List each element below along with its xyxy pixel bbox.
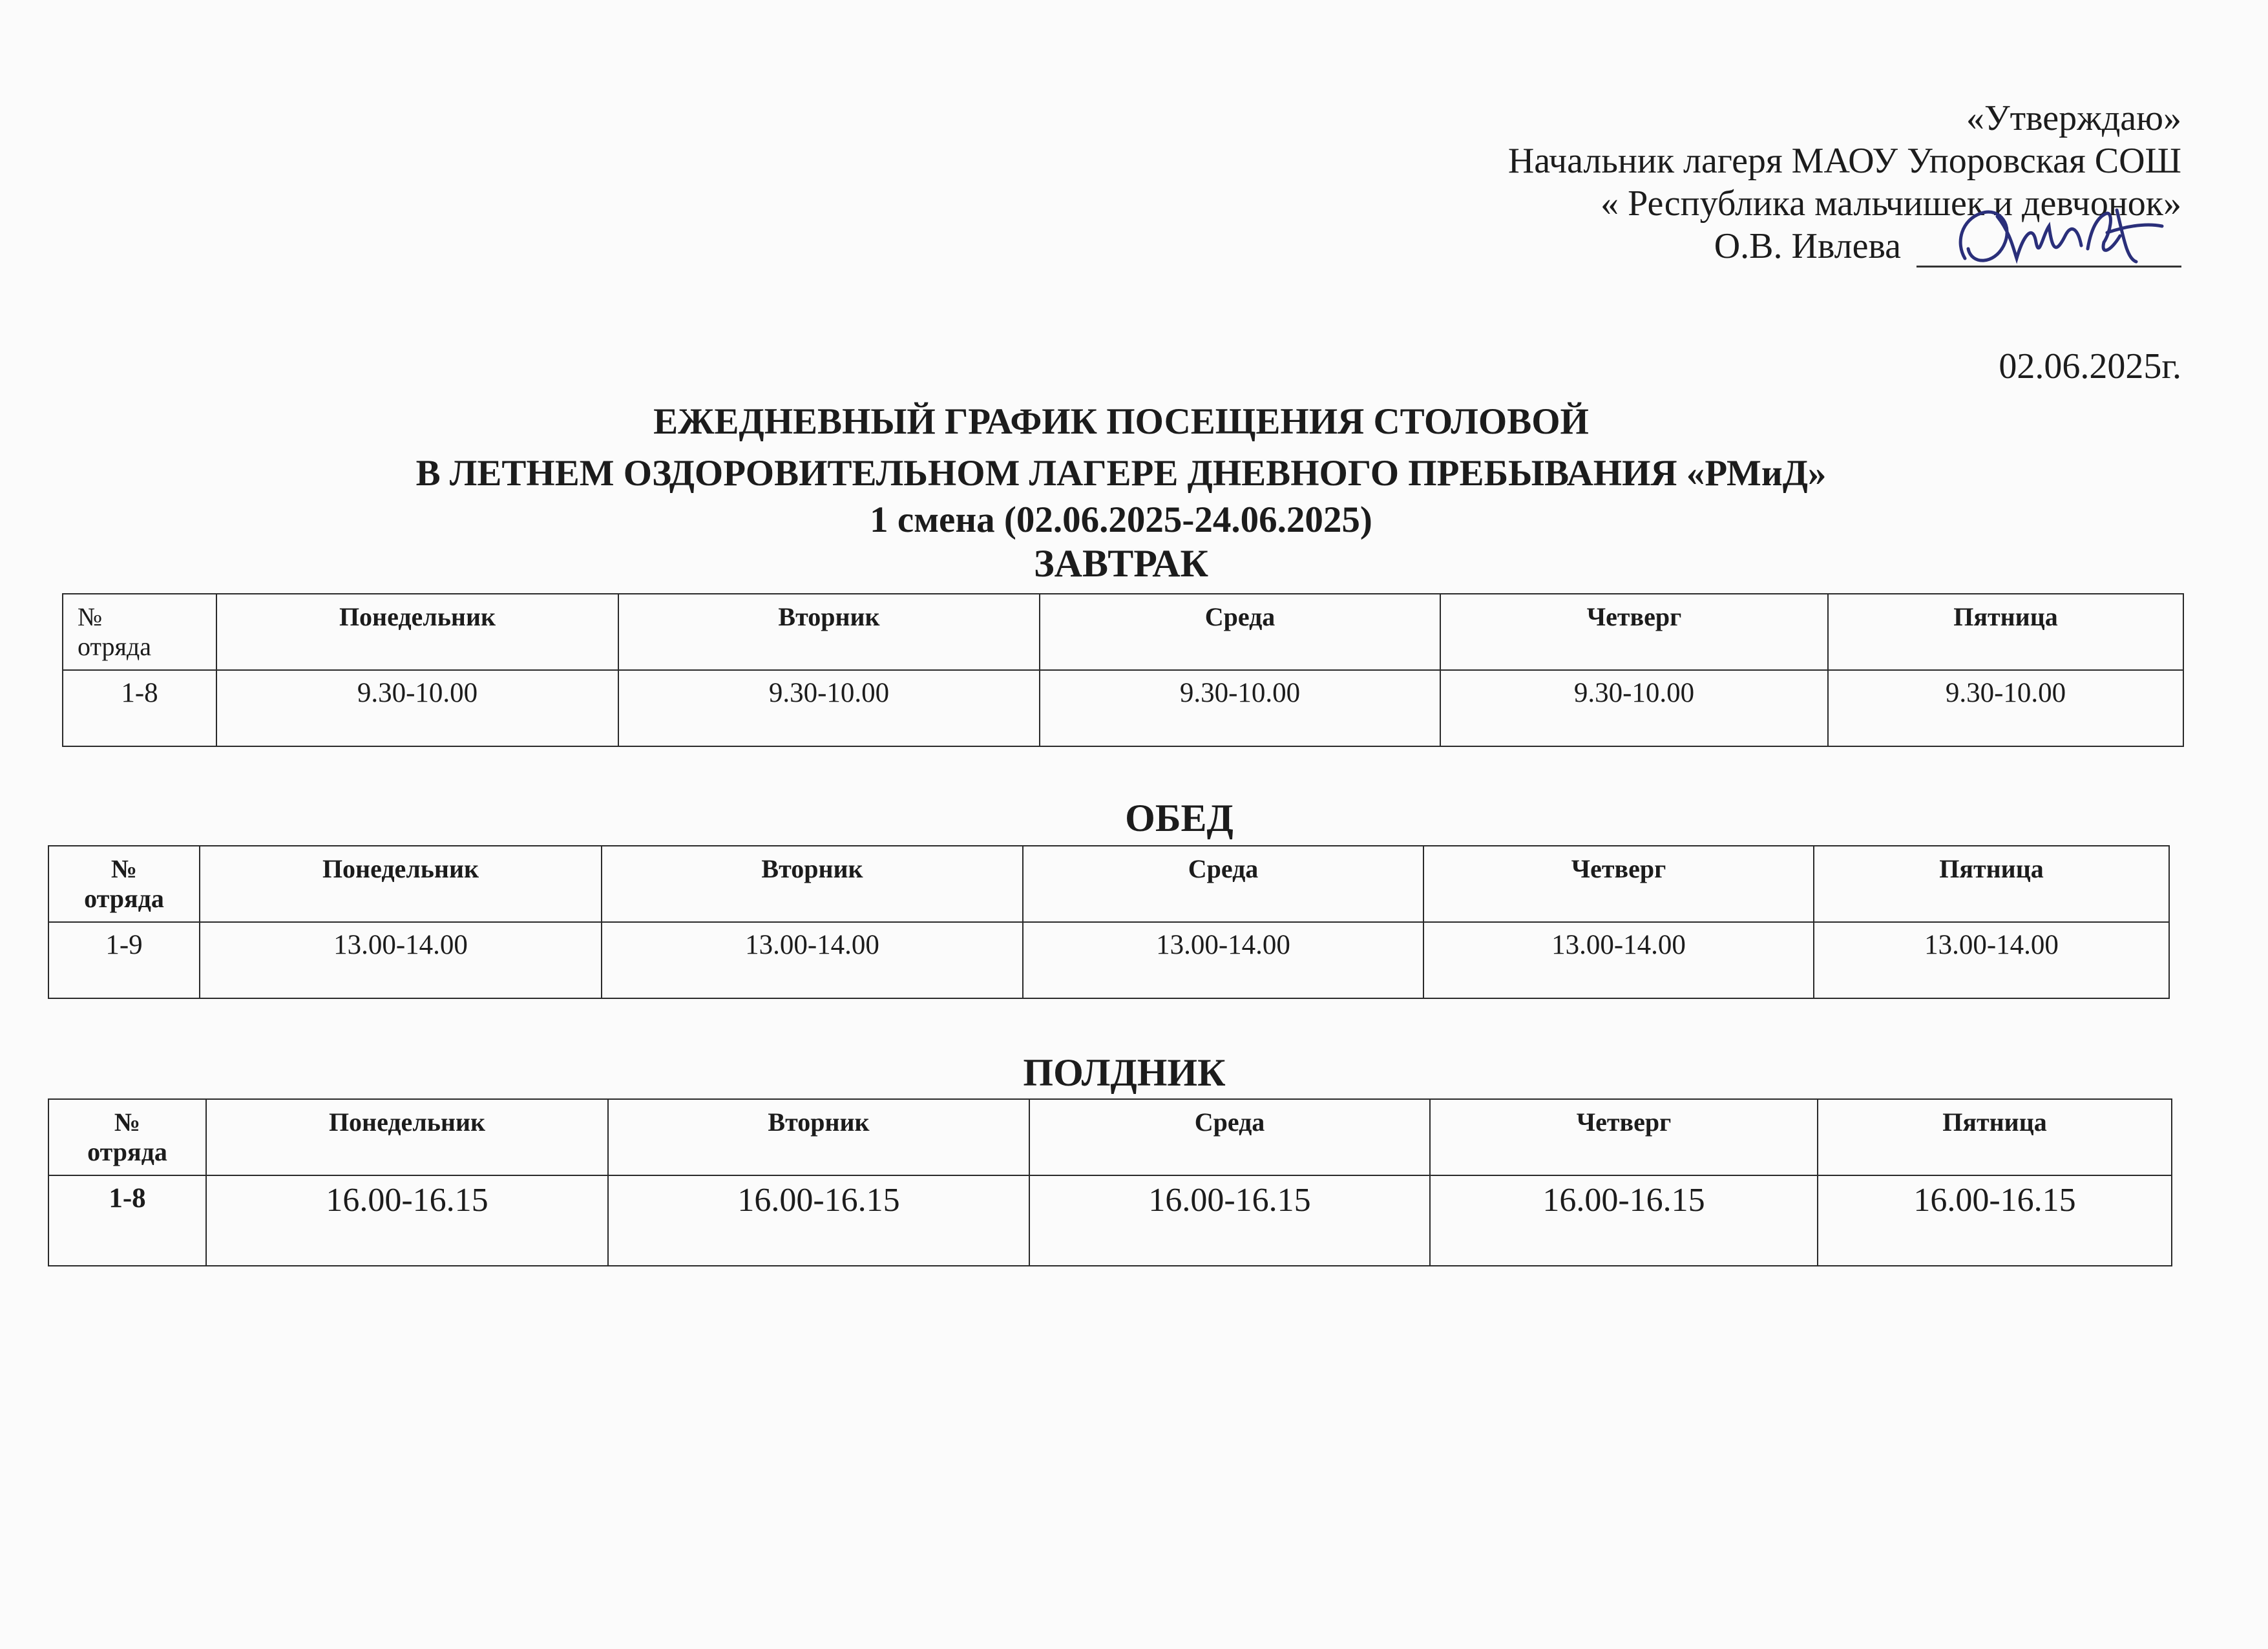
time-cell-thursday: 13.00-14.00 (1423, 922, 1814, 998)
column-header-number: № отряда (48, 846, 200, 922)
time-cell-tuesday: 16.00-16.15 (608, 1175, 1029, 1266)
squad-cell: 1-8 (63, 670, 216, 746)
squad-cell: 1-8 (48, 1175, 206, 1266)
column-header-monday: Понедельник (216, 594, 618, 670)
document-date: 02.06.2025г. (1999, 346, 2181, 386)
time-cell-friday: 9.30-10.00 (1828, 670, 2183, 746)
column-header-friday: Пятница (1814, 846, 2169, 922)
approval-line-3: « Республика мальчишек и девчонок» (1601, 184, 2181, 224)
column-header-friday: Пятница (1818, 1099, 2172, 1175)
approval-block (1508, 97, 2181, 268)
table-row (63, 670, 2183, 746)
signature (1916, 226, 2181, 268)
lunch-title: ОБЕД (1125, 797, 1234, 839)
table-header-row (48, 846, 2169, 922)
time-cell-friday: 16.00-16.15 (1818, 1175, 2172, 1266)
column-header-friday: Пятница (1828, 594, 2183, 670)
breakfast-title: ЗАВТРАК (1033, 542, 1209, 585)
time-cell-tuesday: 9.30-10.00 (618, 670, 1040, 746)
time-cell-monday: 13.00-14.00 (200, 922, 602, 998)
title-line-1: ЕЖЕДНЕВНЫЙ ГРАФИК ПОСЕЩЕНИЯ СТОЛОВОЙ (653, 401, 1589, 442)
time-cell-monday: 16.00-16.15 (206, 1175, 608, 1266)
column-header-monday: Понедельник (206, 1099, 608, 1175)
column-header-number: № отряда (48, 1099, 206, 1175)
time-cell-monday: 9.30-10.00 (216, 670, 618, 746)
column-header-number: № отряда (63, 594, 216, 670)
column-header-wednesday: Среда (1040, 594, 1440, 670)
column-header-wednesday: Среда (1023, 846, 1423, 922)
lunch-table (48, 845, 2170, 999)
time-cell-wednesday: 13.00-14.00 (1023, 922, 1423, 998)
table-row (48, 922, 2169, 998)
snack-table (48, 1098, 2172, 1266)
table-header-row (48, 1099, 2172, 1175)
time-cell-friday: 13.00-14.00 (1814, 922, 2169, 998)
signer-line (1508, 225, 2181, 268)
approval-line-1: «Утверждаю» (1966, 98, 2181, 138)
breakfast-table (62, 593, 2184, 747)
table-header-row (63, 594, 2183, 670)
column-header-tuesday: Вторник (618, 594, 1040, 670)
time-cell-wednesday: 16.00-16.15 (1029, 1175, 1430, 1266)
column-header-thursday: Четверг (1423, 846, 1814, 922)
snack-title: ПОЛДНИК (1023, 1051, 1226, 1094)
time-cell-tuesday: 13.00-14.00 (602, 922, 1023, 998)
signer-name: О.В. Ивлева (1714, 226, 1901, 266)
title-line-2: В ЛЕТНЕМ ОЗДОРОВИТЕЛЬНОМ ЛАГЕРЕ ДНЕВНОГО ПРЕБЫВАНИЯ «РМиД» (415, 453, 1827, 494)
approval-line-2: Начальник лагеря МАОУ Упоровская СОШ (1507, 141, 2181, 181)
column-header-thursday: Четверг (1440, 594, 1828, 670)
column-header-tuesday: Вторник (608, 1099, 1029, 1175)
time-cell-thursday: 9.30-10.00 (1440, 670, 1828, 746)
column-header-wednesday: Среда (1029, 1099, 1430, 1175)
signature-icon (1952, 197, 2165, 281)
column-header-tuesday: Вторник (602, 846, 1023, 922)
table-row (48, 1175, 2172, 1266)
title-line-3: 1 смена (02.06.2025-24.06.2025) (870, 499, 1372, 540)
time-cell-thursday: 16.00-16.15 (1430, 1175, 1818, 1266)
time-cell-wednesday: 9.30-10.00 (1040, 670, 1440, 746)
column-header-thursday: Четверг (1430, 1099, 1818, 1175)
column-header-monday: Понедельник (200, 846, 602, 922)
squad-cell: 1-9 (48, 922, 200, 998)
